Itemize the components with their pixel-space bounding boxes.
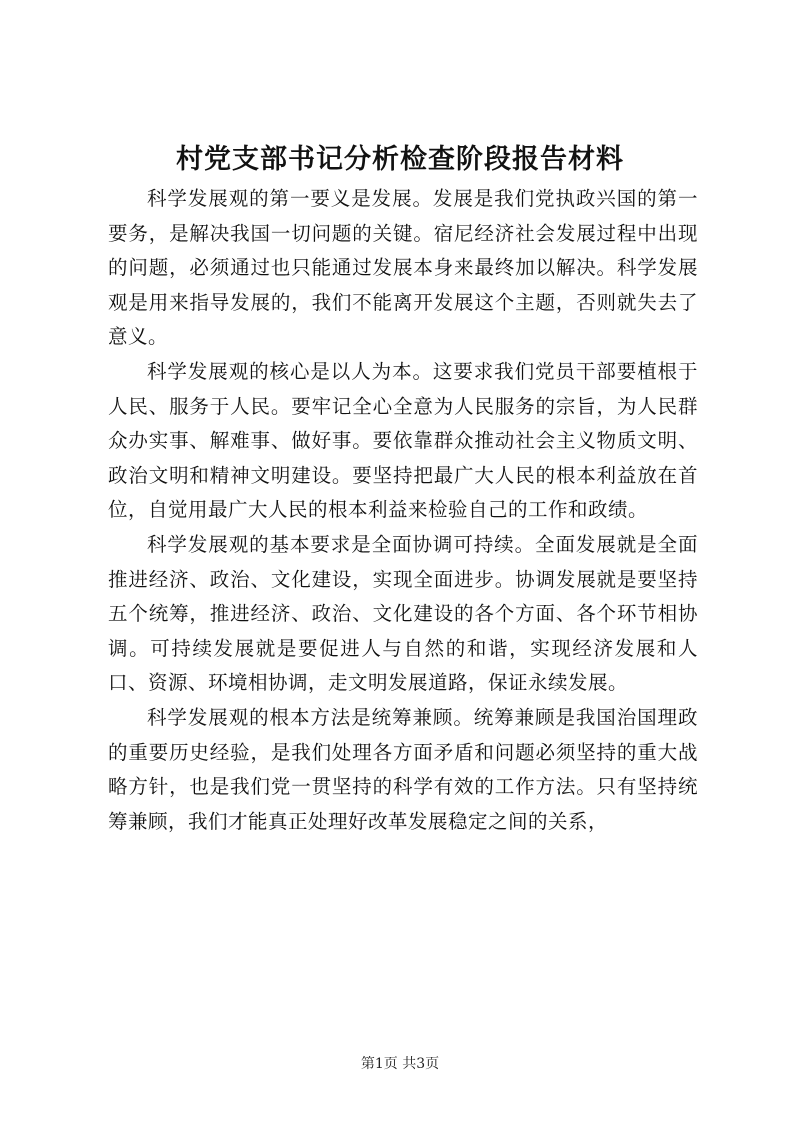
paragraph-1: 科学发展观的第一要义是发展。发展是我们党执政兴国的第一要务，是解决我国一切问题的关键。宿尼经济社会发展过程中出现的问题，必须通过也只能通过发展本身来最终加以解决。科学发展观是用来指导发展的，我们不能离开发展这个主题，否则就失去了意义。 — [108, 187, 698, 349]
document-title: 村党支部书记分析检查阶段报告材料 — [176, 144, 624, 175]
page-number-footer: 第1页 共3页 — [360, 1056, 440, 1072]
paragraph-3: 科学发展观的基本要求是全面协调可持续。全面发展就是全面推进经济、政治、文化建设，实现全面进步。协调发展就是要坚持五个统筹，推进经济、政治、文化建设的各个方面、各个环节相协调。可持续发展就是要促进人与自然的和谐，实现经济发展和人口、资源、环境相协调，走文明发展道路，保证永续发展。 — [108, 532, 698, 695]
paragraph-4: 科学发展观的根本方法是统筹兼顾。统筹兼顾是我国治国理政的重要历史经验，是我们处理各方面矛盾和问题必须坚持的重大战略方针，也是我们党一贯坚持的科学有效的工作方法。只有坚持统筹兼顾，我们才能真正处理好改革发展稳定之间的关系， — [108, 705, 698, 833]
document-body — [108, 182, 698, 839]
paragraph-2: 科学发展观的核心是以人为本。这要求我们党员干部要植根于人民、服务于人民。要牢记全心全意为人民服务的宗旨，为人民群众办实事、解难事、做好事。要依靠群众推动社会主义物质文明、政治文明和精神文明建设。要坚持把最广大人民的根本利益放在首位，自觉用最广大人民的根本利益来检验自己的工作和政绩。 — [108, 359, 698, 522]
